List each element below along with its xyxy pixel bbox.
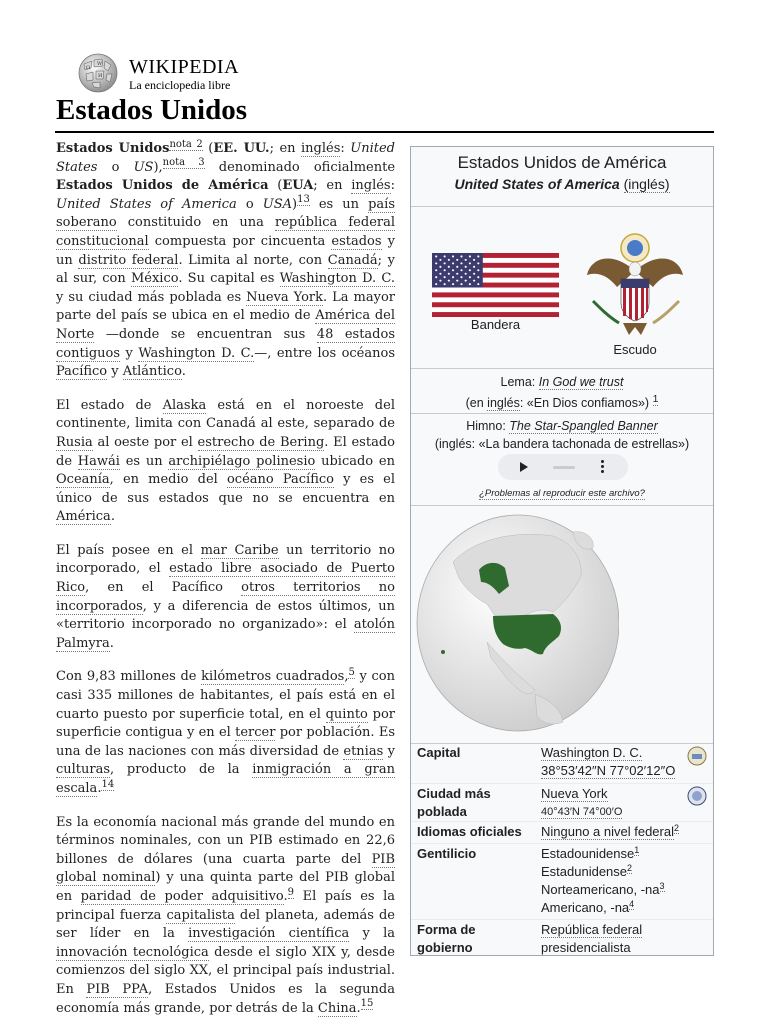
article-link[interactable]: Atlántico (122, 364, 182, 380)
italic-term: US (133, 159, 154, 175)
footnote-ref[interactable]: 14 (101, 778, 115, 790)
flag-star (448, 273, 450, 275)
flag-star (456, 280, 458, 282)
flag-star (469, 255, 471, 257)
paragraph-4: Con 9,83 millones de kilómetros cuadrados,$^5$ y con casi 335 millones de habitantes, el país está en el cuarto puesto por superficie total, en el quinto por superficie contigua y en el tercer por población. Es una de las naciones con más diversidad de etnias y culturas, producto de la inmigración a gran escala.$^{14}$ (56, 667, 396, 796)
flag-star (477, 276, 479, 278)
flag-star (456, 259, 458, 261)
footnote-ref[interactable]: nota 2 (169, 138, 203, 150)
article-body (56, 140, 395, 1033)
footnote-ref[interactable]: 13 (297, 194, 310, 206)
paragraph-2: El estado de Alaska está en el noroeste del continente, limita con Canadá al este, separado de Rusia al oeste por el estrecho de Bering. El estado de Hawái es un archipiélago polinesio ubicado en Oceanía, en medio del océano Pacífico y es el único de sus estados que no se encuentra en América. (56, 397, 395, 525)
flag-star (452, 255, 454, 257)
article-link[interactable]: Hawái (77, 453, 120, 469)
paragraph-3: El país posee en el mar Caribe un territorio no incorporado, el estado libre asociado de Puerto Rico, en el Pacífico otros territorios no incorporados, y a diferencia de estos últimos, un «territorio incorporado no organizado»: el atolón Palmyra. (56, 542, 395, 651)
article-link[interactable]: América del Norte (56, 308, 395, 342)
paragraph-1: Estados Unidos$^{nota 2}$ (EE. UU.; en inglés: United States o US),$^{nota 3}$ denominado oficialmente Estados Unidos de América (EUA; en inglés: United States of America o USA)$^{13}$ es un país soberano constituido en una república federal constitucional compuesta por cincuenta estados y un distrito federal. Limita al norte, con Canadá; y al sur, con México. Su capital es Washington D. C. y su ciudad más poblada es Nueva York. La mayor parte del país se ubica en el medio de América del Norte —donde se encuentran sus 48 estados contiguos y Washington D. C.—, entre los océanos Pacífico y Atlántico. (56, 138, 396, 380)
flag-star (444, 276, 446, 278)
article-link[interactable]: Nueva York (246, 289, 324, 305)
infobox-anthem: Himno: The Star-Spangled Banner (inglés: «La bandera tachonada de estrellas») ¿Problemas al reproducir este archivo? (411, 414, 713, 506)
flag-star (469, 276, 471, 278)
government-link[interactable]: República federal presidencialista (541, 922, 643, 955)
flag-star (452, 262, 454, 264)
flag-star (469, 283, 471, 285)
infobox-data-table (411, 744, 713, 956)
flag-star (465, 259, 467, 261)
article-link[interactable]: otros territorios no incorporados (56, 580, 395, 614)
article-link[interactable]: estrecho de Bering (197, 434, 325, 450)
flag-star (452, 269, 454, 271)
languages-ref[interactable]: 2 (673, 822, 679, 833)
wikipedia-globe-icon[interactable] (72, 52, 124, 94)
infobox-symbols (411, 207, 713, 369)
flag-star (460, 255, 462, 257)
flag-star (473, 266, 475, 268)
paragraph-5: Es la economía nacional más grande del mundo en términos nominales, con un PIB estimado en 22,6 billones de dólares (una cuarta parte del PIB global nominal) y una quinta parte del PIB global en paridad de poder adquisitivo.$^9$ El país es la principal fuerza capitalista del planeta, además de ser líder en la investigación científica y la innovación tecnológica desde el siglo XIX y, desde comienzos del siglo XX, el principal país industrial. En PIB PPA, Estados Unidos es la segunda economía más grande, por detrás de la China.$^{15}$ (56, 814, 395, 1016)
audio-player (498, 454, 628, 480)
flag-star (439, 266, 441, 268)
article-link[interactable]: inglés (351, 178, 391, 194)
flag-star (439, 259, 441, 261)
flag-star (456, 266, 458, 268)
more-options-icon[interactable] (601, 460, 605, 474)
article-link[interactable]: paridad de poder adquisitivo (80, 888, 284, 904)
capital-link[interactable]: Washington D. C. (541, 745, 643, 760)
bold-term: Estados Unidos de América (56, 178, 269, 194)
flag-star (435, 276, 437, 278)
italic-term: United States of America (56, 196, 237, 212)
capital-coordinates-link[interactable]: 38°53′42″N 77°02′12″O (541, 763, 676, 778)
row-official-languages: Idiomas oficiales Ninguno a nivel federal$^2$ (411, 822, 713, 844)
flag-star (460, 283, 462, 285)
flag-star (469, 262, 471, 264)
flag-star (435, 255, 437, 257)
playback-help-link[interactable]: ¿Problemas al reproducir este archivo? (479, 488, 645, 499)
article-link[interactable]: Rusia (56, 434, 93, 450)
flag-star (460, 269, 462, 271)
article-link[interactable]: China (317, 1000, 357, 1016)
article-link[interactable]: 48 estados contiguos (56, 326, 395, 361)
capital-seal-icon[interactable] (687, 746, 707, 766)
italic-term: USA (262, 196, 292, 212)
flag-star (439, 280, 441, 282)
article-link[interactable]: quinto (325, 706, 368, 722)
flag-star (448, 259, 450, 261)
article-link[interactable]: república federal constitucional (56, 215, 396, 249)
title-divider (55, 131, 714, 133)
bold-term: EE. UU. (213, 141, 270, 156)
article-link[interactable]: Oceanía (56, 472, 110, 488)
row-capital: Capital Washington D. C. 38°53′42″N 77°02′12″O (411, 744, 713, 784)
demonym-ref-1[interactable]: 1 (634, 844, 640, 855)
article-link[interactable]: inglés (301, 141, 341, 156)
motto-link[interactable]: In God we trust (538, 375, 624, 389)
article-link[interactable]: distrito federal (78, 252, 179, 268)
native-lang-link[interactable]: (inglés) (623, 176, 670, 192)
flag-star (473, 280, 475, 282)
article-link[interactable]: archipiélago polinesio (168, 453, 316, 469)
row-demonym: Gentilicio Estadounidense$^1$ Estadunidense$^2$ Norteamericano, $-na^3$ Americano, $-na^4$ (411, 844, 713, 920)
article-link[interactable]: atolón Palmyra (56, 617, 395, 651)
us-flag-image[interactable] (432, 253, 559, 317)
wikipedia-tagline: La enciclopedia libre (129, 78, 231, 92)
row-government: Forma de gobierno República federal presidencialista (417, 922, 643, 955)
svg-text:Ω: Ω (86, 65, 91, 71)
flag-star (469, 269, 471, 271)
article-link[interactable]: capitalista (166, 907, 235, 923)
article-link[interactable]: Washington D. C. (279, 271, 395, 287)
largest-city-link[interactable]: Nueva York (541, 786, 608, 801)
flag-star (444, 255, 446, 257)
infobox-map (411, 506, 713, 744)
flag-caption-link[interactable]: Bandera (470, 317, 521, 332)
demonym-ref-3[interactable]: 3 (659, 880, 665, 891)
article-link[interactable]: culturas (56, 762, 111, 778)
article-link[interactable]: innovación tecnológica (56, 944, 209, 960)
languages-link[interactable]: Ninguno a nivel federal (541, 824, 674, 839)
footnote-ref[interactable]: 5 (348, 667, 355, 679)
demonym-ref-4[interactable]: 4 (629, 898, 635, 909)
flag-star (477, 262, 479, 264)
svg-text:И: И (98, 73, 103, 79)
flag-star (465, 280, 467, 282)
flag-star (460, 262, 462, 264)
article-link[interactable]: PIB PPA (86, 981, 149, 997)
flag-star (473, 259, 475, 261)
flag-star (435, 269, 437, 271)
motto-lang-link[interactable]: inglés (487, 396, 520, 411)
article-link[interactable]: kilómetros cuadrados (201, 669, 345, 685)
flag-star (477, 269, 479, 271)
article-link[interactable]: tercer (235, 725, 276, 741)
orthographic-map-image[interactable] (413, 512, 619, 734)
anthem-link[interactable]: The Star-Spangled Banner (509, 419, 658, 433)
flag-star (444, 269, 446, 271)
article-link[interactable]: mar Caribe (200, 542, 279, 558)
footnote-ref[interactable]: 9 (287, 886, 295, 898)
article-link[interactable]: inmigración a gran escala (56, 762, 395, 796)
motto-ref[interactable]: 1 (652, 394, 659, 405)
flag-star (465, 273, 467, 275)
infobox-native-name: United States of America (inglés) (454, 176, 670, 192)
flag-star (439, 273, 441, 275)
italic-term: United States (56, 141, 395, 175)
bold-term: EUA (282, 178, 314, 194)
flag-star (448, 280, 450, 282)
row-largest-city: Ciudad más poblada Nueva York 40°43′N 74°00′O (411, 784, 713, 822)
flag-star (473, 273, 475, 275)
flag-star (435, 283, 437, 285)
flag-star (465, 266, 467, 268)
flag-star (456, 273, 458, 275)
footnote-ref[interactable]: 15 (360, 998, 374, 1010)
infobox-motto: Lema: In God we trust (en inglés: «En Dios confiamos») $^1$ (411, 369, 713, 414)
article-link[interactable]: océano Pacífico (226, 472, 334, 488)
article-link[interactable]: Washington D. C. (138, 345, 255, 361)
article-link[interactable]: PIB global nominal (56, 851, 395, 886)
flag-star (444, 262, 446, 264)
svg-text:W: W (97, 61, 103, 67)
flag-star (477, 255, 479, 257)
flag-star (452, 276, 454, 278)
bold-term: Estados Unidos (56, 141, 170, 156)
play-icon[interactable] (520, 462, 528, 472)
infobox-header (411, 147, 713, 207)
article-link[interactable]: país soberano (56, 196, 395, 231)
footnote-ref[interactable]: nota 3 (162, 157, 205, 169)
flag-star (452, 283, 454, 285)
article-link[interactable]: investigación científica (188, 926, 350, 942)
infobox-country-name: Estados Unidos de América (457, 153, 667, 172)
flag-star (460, 276, 462, 278)
article-link[interactable]: etnias (343, 743, 384, 759)
article-link[interactable]: México (130, 271, 179, 287)
page-title: Estados Unidos (56, 94, 247, 126)
demonym-ref-2[interactable]: 2 (627, 862, 633, 873)
flag-star (448, 266, 450, 268)
city-seal-icon[interactable] (687, 786, 707, 806)
article-link[interactable]: Pacífico (56, 364, 108, 380)
coat-of-arms-image[interactable] (583, 231, 687, 341)
infobox (410, 146, 714, 956)
flag-star (477, 283, 479, 285)
flag-star (435, 262, 437, 264)
article-link[interactable]: Alaska (162, 397, 207, 413)
wikipedia-wordmark: WIKIPEDIA (129, 56, 240, 78)
seal-caption-link[interactable]: Escudo (613, 342, 657, 357)
flag-star (444, 283, 446, 285)
article-link[interactable]: estados (331, 233, 382, 249)
city-coordinates-link[interactable]: 40°43′N 74°00′O (541, 806, 623, 818)
article-link[interactable]: estado libre asociado de Puerto Rico (56, 561, 395, 596)
article-link[interactable]: Canadá (327, 252, 378, 268)
article-link[interactable]: América (56, 509, 111, 525)
audio-progress-bar[interactable] (553, 466, 575, 469)
